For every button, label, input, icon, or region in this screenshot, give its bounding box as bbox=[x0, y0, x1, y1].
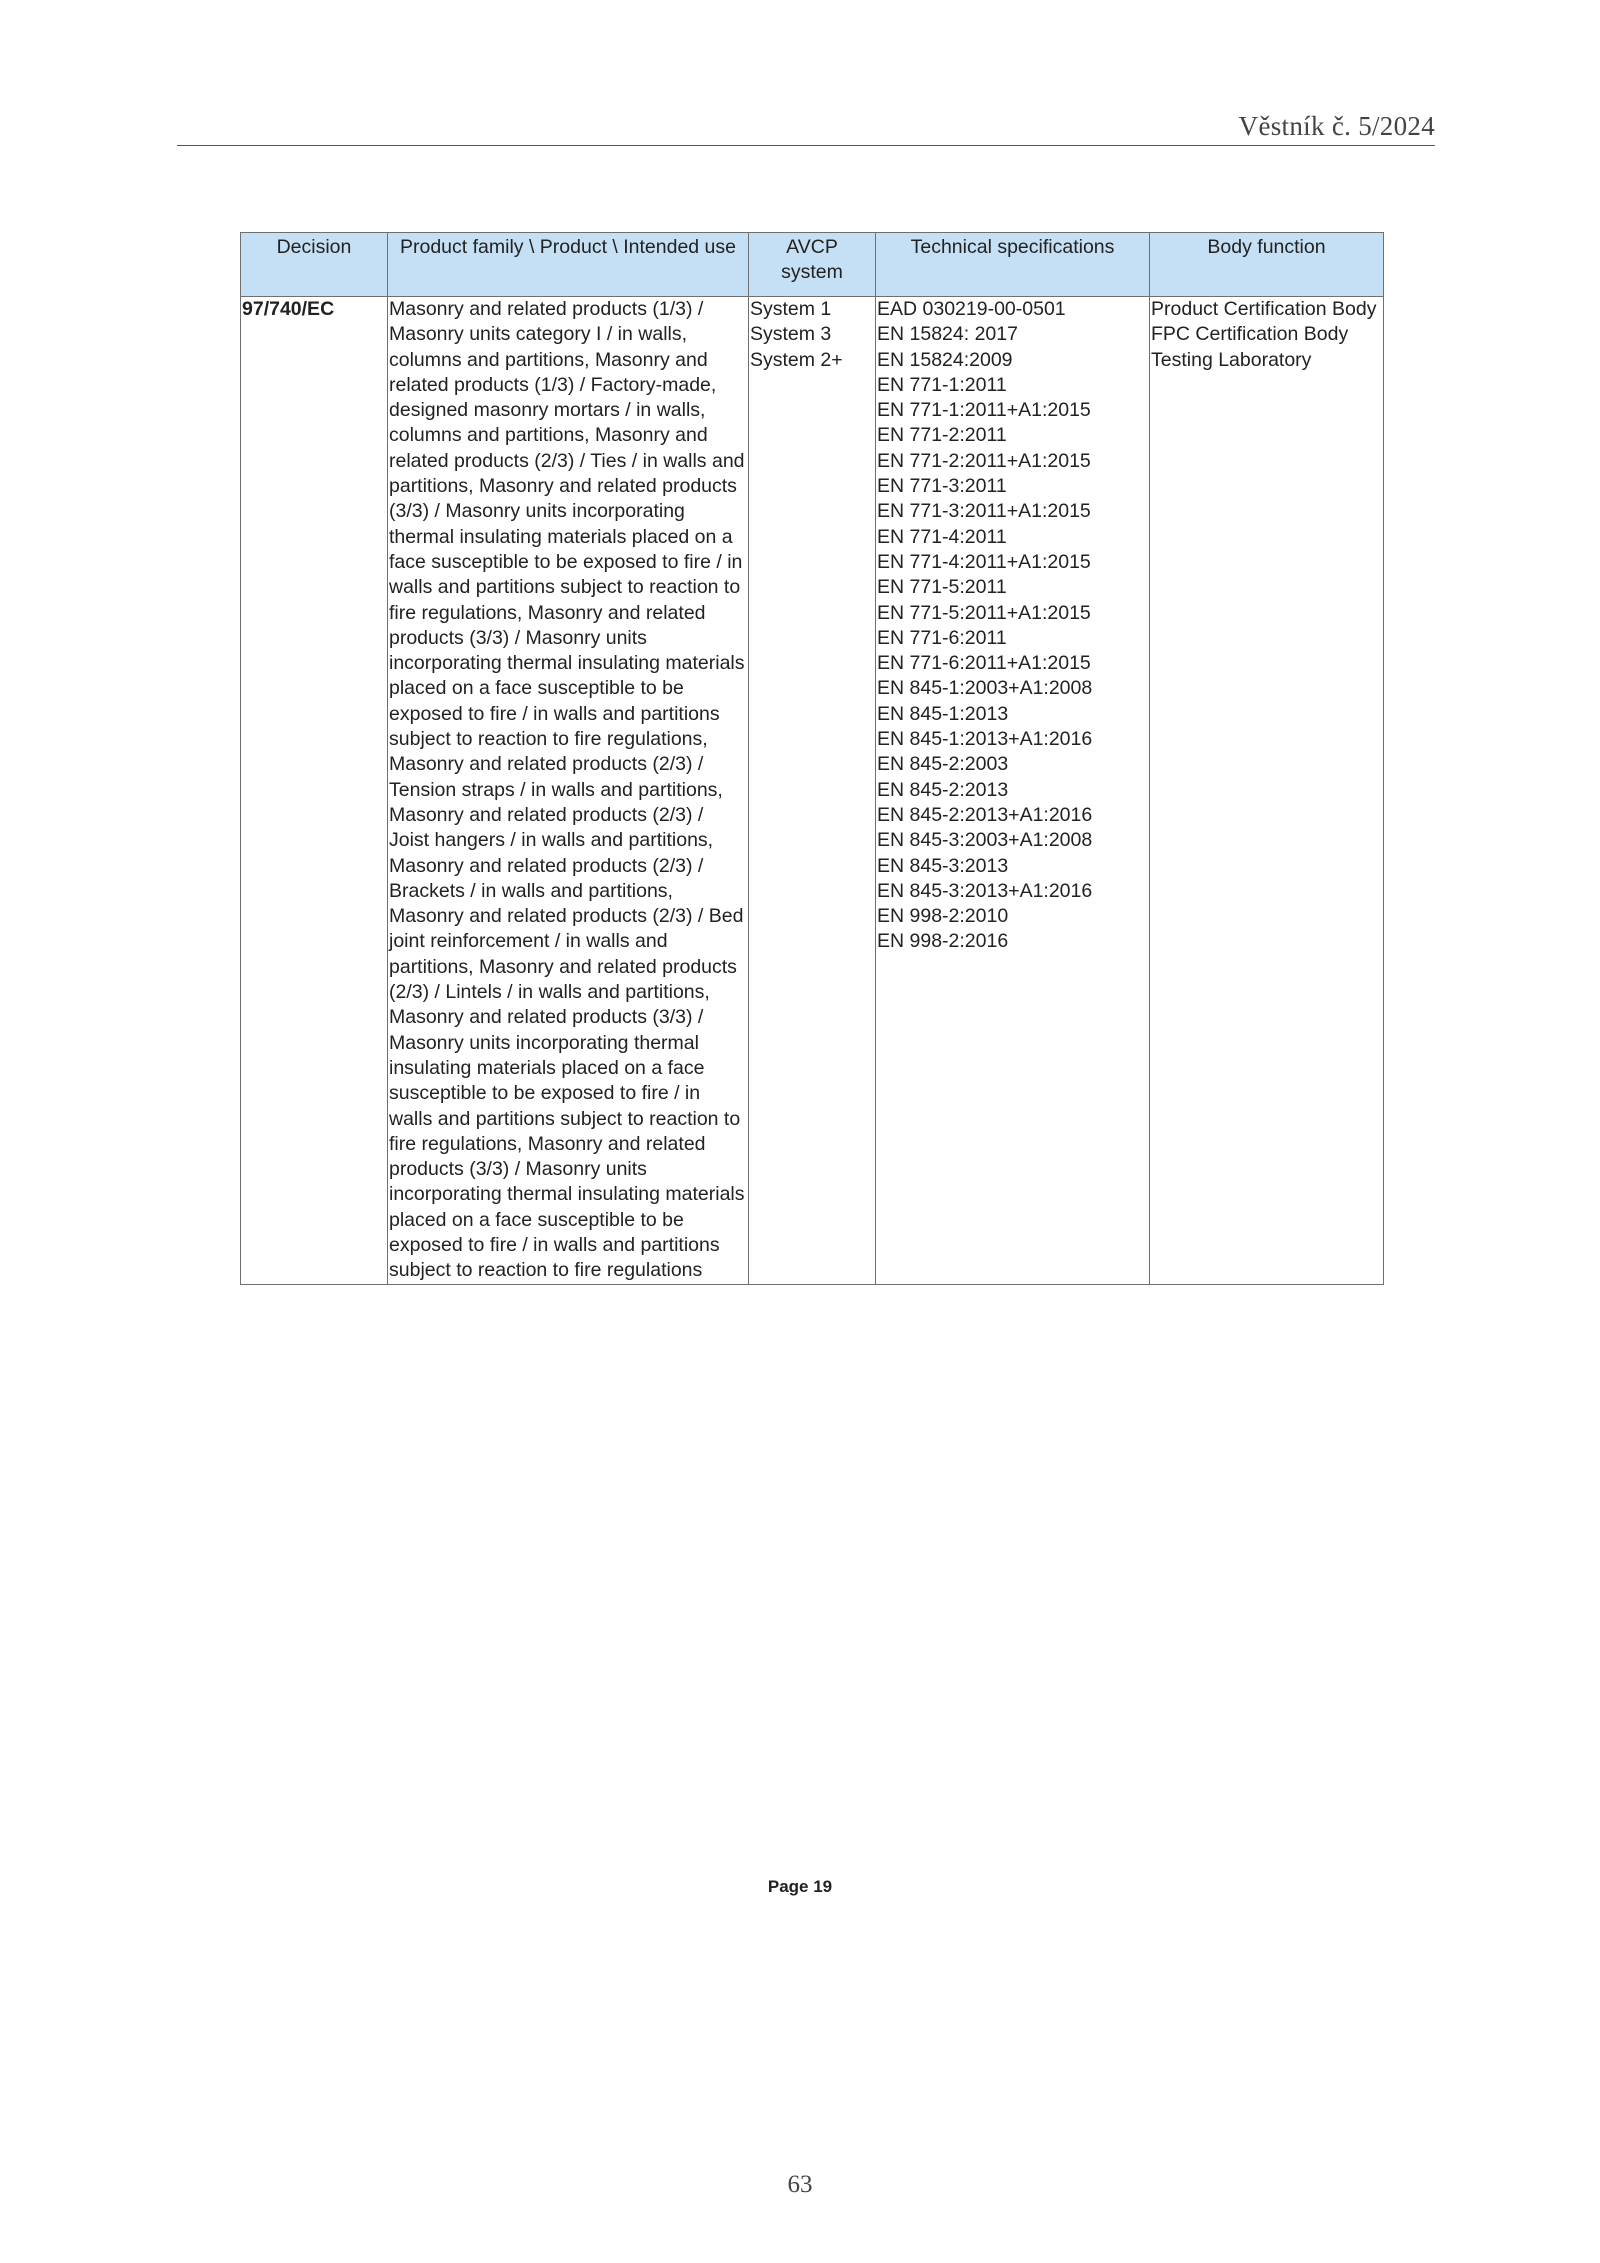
column-header-specifications: Technical specifications bbox=[876, 233, 1150, 297]
cell-specifications: EAD 030219-00-0501 EN 15824: 2017 EN 15824:2009 EN 771-1:2011 EN 771-1:2011+A1:2015 EN 771-2:2011 EN 771-2:2011+A1:2015 EN 771-3:2011 EN 771-3:2011+A1:2015 EN 771-4:2011 EN 771-4:2011+A1:2015 EN 771-5:2011 EN 771-5:2011+A1:2015 EN 771-6:2011 EN 771-6:2011+A1:2015 EN 845-1:2003+A1:2008 EN 845-1:2013 EN 845-1:2013+A1:2016 EN 845-2:2003 EN 845-2:2013 EN 845-2:2013+A1:2016 EN 845-3:2003+A1:2008 EN 845-3:2013 EN 845-3:2013+A1:2016 EN 998-2:2010 EN 998-2:2016 bbox=[876, 297, 1150, 1285]
column-header-product: Product family \ Product \ Intended use bbox=[388, 233, 749, 297]
table-header-row bbox=[241, 233, 1384, 297]
column-header-avcp: AVCP system bbox=[749, 233, 876, 297]
bulletin-title: Věstník č. 5/2024 bbox=[1238, 111, 1435, 141]
column-header-body-function: Body function bbox=[1150, 233, 1384, 297]
header-divider bbox=[177, 145, 1435, 146]
page-label: Page 19 bbox=[767, 1877, 833, 1896]
cell-body-function: Product Certification Body FPC Certification Body Testing Laboratory bbox=[1150, 297, 1384, 1285]
column-header-decision: Decision bbox=[241, 233, 388, 297]
table-row bbox=[241, 297, 1384, 1285]
specification-table bbox=[240, 232, 1384, 1285]
cell-product: Masonry and related products (1/3) / Masonry units category I / in walls, columns and partitions, Masonry and related products (1/3) / Factory-made, designed masonry mortars / in walls, columns and partitions, Masonry and related products (2/3) / Ties / in walls and partitions, Masonry and related products (3/3) / Masonry units incorporating thermal insulating materials placed on a face susceptible to be exposed to fire / in walls and partitions subject to reaction to fire regulations, Masonry and related products (3/3) / Masonry units incorporating thermal insulating materials placed on a face susceptible to be exposed to fire / in walls and partitions subject to reaction to fire regulations, Masonry and related products (2/3) / Tension straps / in walls and partitions, Masonry and related products (2/3) / Joist hangers / in walls and partitions, Masonry and related products (2/3) / Brackets / in walls and partitions, Masonry and related products (2/3) / Bed joint reinforcement / in walls and partitions, Masonry and related products (2/3) / Lintels / in walls and partitions, Masonry and related products (3/3) / Masonry units incorporating thermal insulating materials placed on a face susceptible to be exposed to fire / in walls and partitions subject to reaction to fire regulations, Masonry and related products (3/3) / Masonry units incorporating thermal insulating materials placed on a face susceptible to be exposed to fire / in walls and partitions subject to reaction to fire regulations bbox=[388, 297, 749, 1285]
page-number: 63 bbox=[787, 2171, 813, 2198]
cell-avcp: System 1 System 3 System 2+ bbox=[749, 297, 876, 1285]
cell-decision: 97/740/EC bbox=[241, 297, 388, 1285]
